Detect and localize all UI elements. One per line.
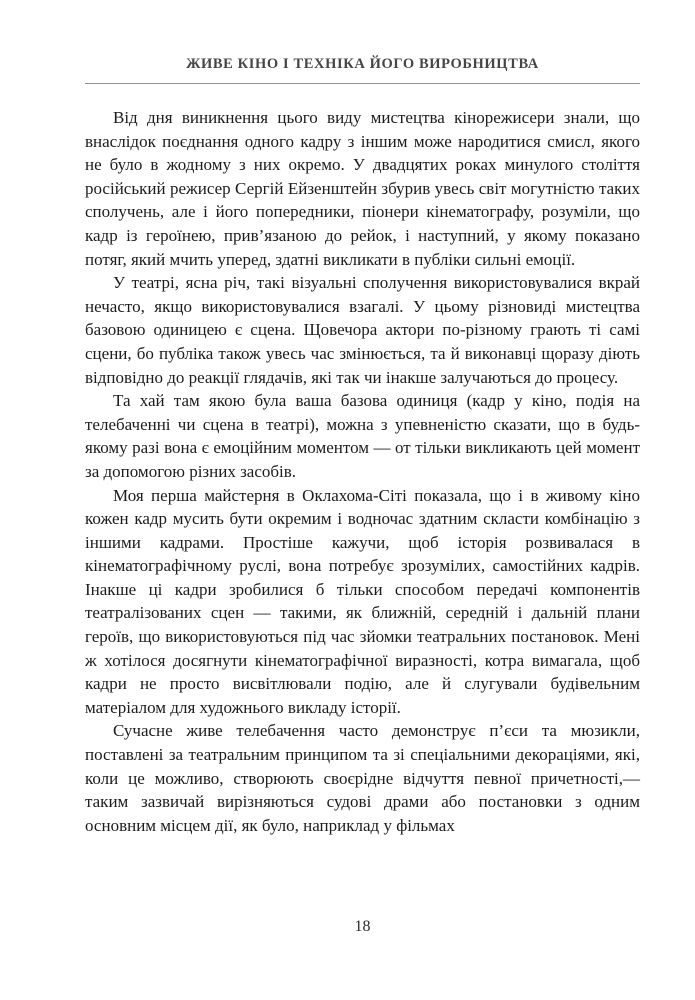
- running-header: ЖИВЕ КІНО І ТЕХНІКА ЙОГО ВИРОБНИЦТВА: [85, 56, 640, 84]
- body-paragraph: Від дня виникнення цього виду мистецтва кінорежисери знали, що внаслідок поєднання одного кадру з іншим може народитися смисл, якого не було в жодному з них окремо. У двадцятих роках минулого століття російський режисер Сергій Ейзенштейн збурив увесь світ могутністю таких сполучень, але і його попередники, піонери кінематографу, розуміли, що кадр із героїнею, прив’язаною до рейок, і наступний, у якому показано потяг, який мчить уперед, здатні викликати в публіки сильні емоції.: [85, 108, 640, 269]
- body-paragraph: Та хай там якою була ваша базова одиниця (кадр у кіно, подія на телебаченні чи сцена в театрі), можна з упевненістю сказати, що в будь-якому разі вона є емоційним моментом — от тільки викликають цей момент за допомогою різних засобів.: [85, 391, 640, 481]
- body-paragraph: Моя перша майстерня в Оклахома-Сіті показала, що і в живому кіно кожен кадр мусить бути окремим і водночас здатним скласти комбінацію з іншими кадрами. Простіше кажучи, щоб історія розвивалася в кінематографічному руслі, вона потребує зрозумілих, самостійних кадрів. Інакше ці кадри зробилися б тільки способом передачі компонентів театралізованих сцен — такими, як ближній, середній і дальній плани героїв, що використовуються під час зйомки театральних постановок. Мені ж хотілося досягнути кінематографічної виразності, котра вимагала, щоб кадри не просто висвітлювали подію, але й слугували будівельним матеріалом для художнього викладу історії.: [85, 485, 640, 717]
- body-paragraph: У театрі, ясна річ, такі візуальні сполучення використовувалися вкрай нечасто, якщо використовувалися взагалі. У цьому різновиді мистецтва базовою одиницею є сцена. Щовечора актори по-різному грають ті самі сцени, бо публіка також увесь час змінюється, та й виконавці щоразу діють відповідно до реакції глядачів, які так чи інакше залучаються до процесу.: [85, 273, 640, 387]
- page-number: 18: [354, 918, 371, 935]
- body-text: [85, 106, 640, 837]
- body-paragraph: Сучасне живе телебачення часто демонструє п’єси та мюзикли, поставлені за театральним принципом та зі спеціальними декораціями, які, коли це можливо, створюють своєрідне відчуття певної причетності,— таким зазвичай вирізняються судові драми або постановки з одним основним місцем дії, як було, наприклад у фільмах: [85, 721, 640, 835]
